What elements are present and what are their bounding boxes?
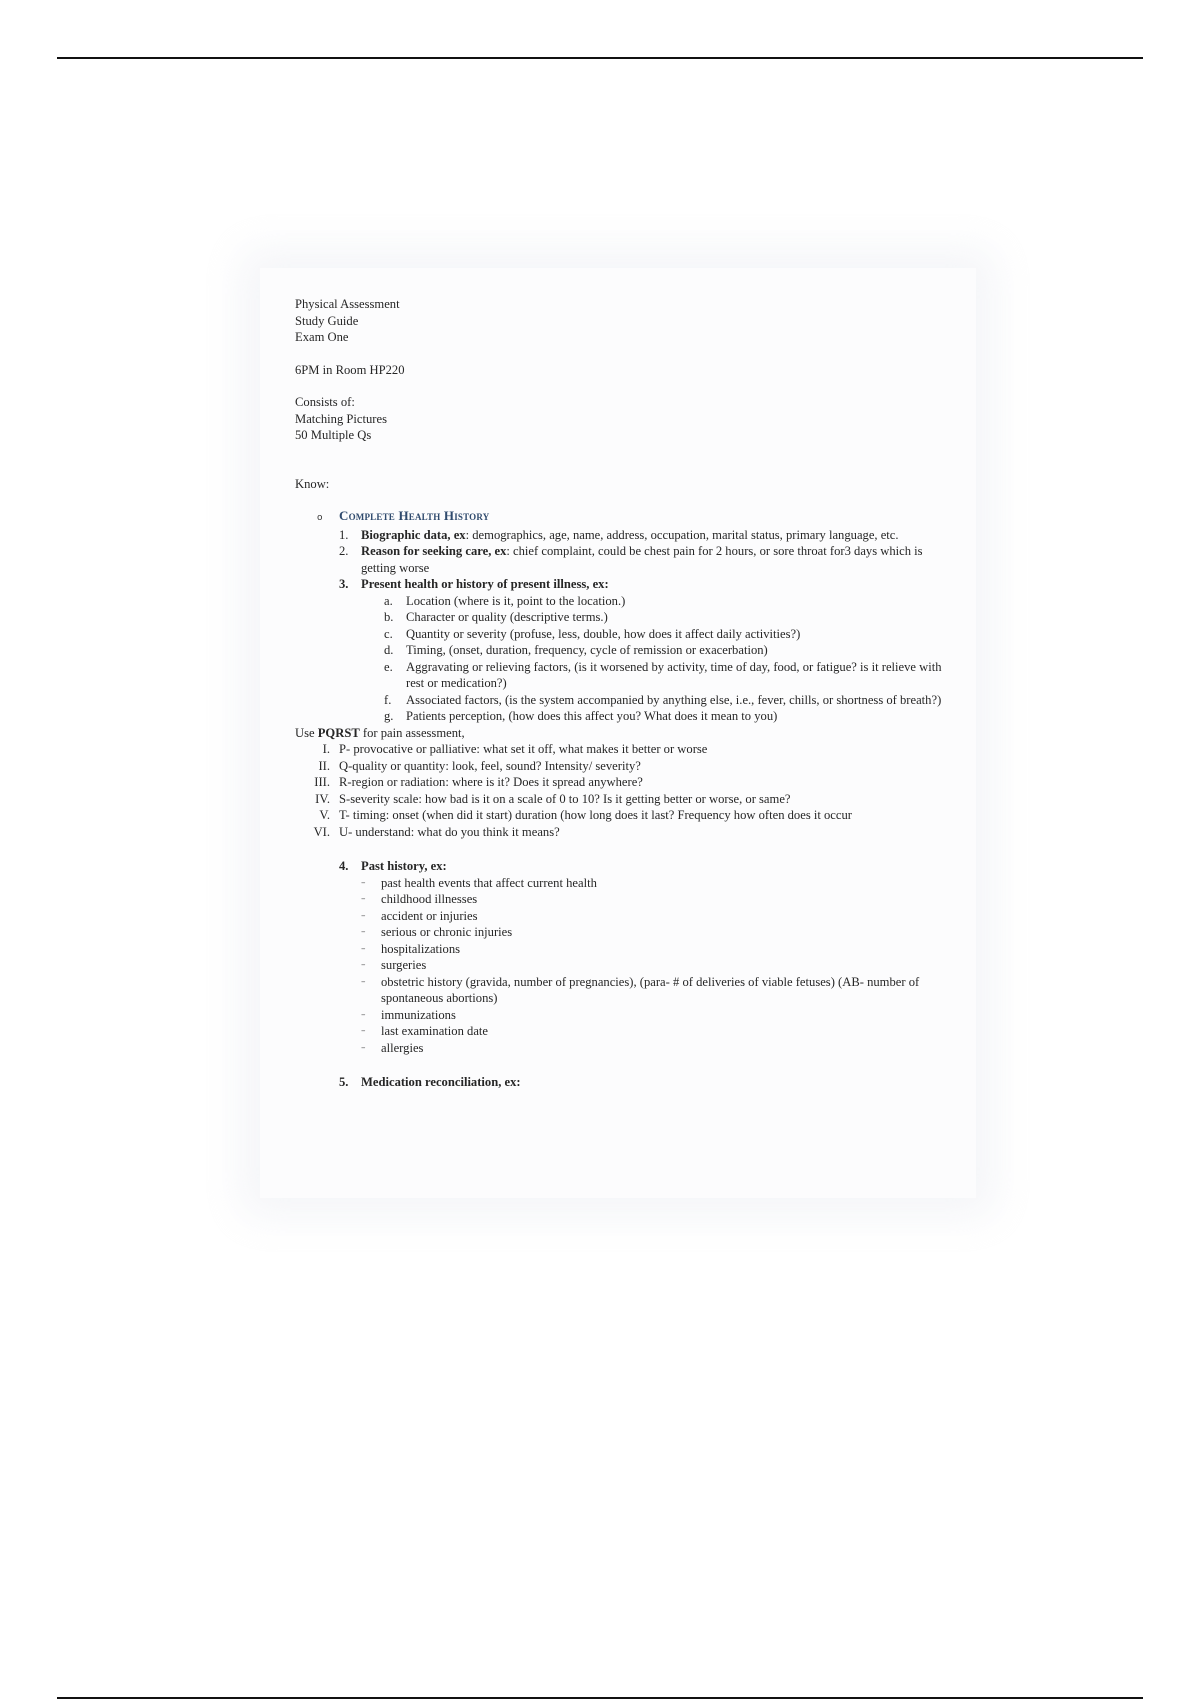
past-history-text: allergies <box>381 1040 424 1055</box>
pqrst-numeral: V. <box>319 808 330 822</box>
past-history-text: obstetric history (gravida, number of pregnancies), (para- # of deliveries of viable fetuses) (AB- number of spontaneous abortions) <box>381 974 920 1005</box>
pqrst-numeral: VI. <box>313 824 330 839</box>
sub-item-letter: e. <box>384 659 393 674</box>
item-number: 1. <box>339 527 349 542</box>
dash-bullet-icon: – <box>361 943 366 954</box>
past-history-item <box>361 891 965 908</box>
bottom-rule <box>57 1697 1143 1699</box>
sub-item-text: Aggravating or relieving factors, (is it worsened by activity, time of day, food, or fatigue? is it relieve with rest or medication?) <box>406 659 942 690</box>
document-content <box>295 296 965 1091</box>
history-item <box>339 1074 965 1091</box>
sub-item-letter: b. <box>384 610 394 624</box>
doc-title-line-2: Study Guide <box>295 313 359 328</box>
past-history-text: surgeries <box>381 958 427 972</box>
history-item <box>339 858 965 875</box>
item-bold-label: Present health or history of present illness, ex: <box>361 577 609 591</box>
item-text: : demographics, age, name, address, occupation, marital status, primary language, etc. <box>465 527 899 542</box>
pqrst-text: S-severity scale: how bad is it on a scale of 0 to 10? Is it getting better or worse, or same? <box>339 791 791 806</box>
sub-item-text: Character or quality (descriptive terms.) <box>406 610 608 624</box>
pqrst-numeral: II. <box>318 758 330 773</box>
sub-item <box>384 642 965 659</box>
sub-item-text: Associated factors, (is the system accompanied by anything else, i.e., fever, chills, or shortness of breath?) <box>406 692 942 707</box>
top-rule <box>57 57 1143 59</box>
item-bold-label: Biographic data, ex <box>361 527 466 542</box>
pqrst-text: T- timing: onset (when did it start) duration (how long does it last? Frequency how often does it occur <box>339 808 852 822</box>
sub-item <box>384 692 965 709</box>
pqrst-numeral: I. <box>322 742 330 756</box>
pqrst-text: R-region or radiation: where is it? Does it spread anywhere? <box>339 775 643 789</box>
doc-title-line-3: Exam One <box>295 330 349 344</box>
section-heading <box>317 508 965 527</box>
pqrst-item <box>295 774 965 791</box>
dash-bullet-icon: – <box>361 877 366 888</box>
pqrst-acronym: PQRST <box>317 725 360 740</box>
past-history-text: accident or injuries <box>381 908 478 923</box>
sub-item <box>384 593 965 610</box>
item-bold-label: Past history, ex: <box>361 859 447 873</box>
past-history-item <box>361 974 965 1007</box>
past-history-text: hospitalizations <box>381 941 461 956</box>
item-number: 3. <box>339 577 349 591</box>
pqrst-item <box>295 758 965 775</box>
sub-item-text: Patients perception, (how does this affect you? What does it mean to you) <box>406 709 778 723</box>
dash-bullet-icon: – <box>361 976 366 987</box>
item-bold-label: Reason for seeking care, ex <box>361 544 507 558</box>
history-item <box>339 576 965 593</box>
sub-item-text: Timing, (onset, duration, frequency, cycle of remission or exacerbation) <box>406 643 768 657</box>
pqrst-text: P- provocative or palliative: what set it off, what makes it better or worse <box>339 742 708 756</box>
past-history-item <box>361 1007 965 1024</box>
past-history-item <box>361 957 965 974</box>
dash-bullet-icon: – <box>361 960 366 970</box>
exam-location: 6PM in Room HP220 <box>295 362 405 377</box>
pqrst-prefix: Use <box>295 725 318 740</box>
dash-bullet-icon: – <box>361 894 366 904</box>
past-history-text: immunizations <box>381 1007 456 1022</box>
sub-item-text: Quantity or severity (profuse, less, double, how does it affect daily activities?) <box>406 626 801 641</box>
pqrst-item <box>295 791 965 808</box>
pqrst-intro <box>295 725 965 742</box>
sub-item-letter: d. <box>384 643 394 657</box>
consists-label: Consists of: <box>295 395 355 409</box>
sub-item-letter: c. <box>384 626 393 641</box>
past-history-text: serious or chronic injuries <box>381 925 513 939</box>
sub-item <box>384 708 965 725</box>
past-history-item <box>361 908 965 925</box>
sub-item <box>384 626 965 643</box>
pqrst-text: Q-quality or quantity: look, feel, sound? Intensity/ severity? <box>339 758 641 773</box>
pqrst-numeral: III. <box>314 775 330 789</box>
past-history-item <box>361 875 965 892</box>
pqrst-item <box>295 741 965 758</box>
dash-bullet-icon: – <box>361 1009 366 1020</box>
consists-item: 50 Multiple Qs <box>295 428 372 442</box>
history-item <box>339 543 965 576</box>
history-item <box>339 527 965 544</box>
sub-item-letter: g. <box>384 709 394 723</box>
sub-item <box>384 659 965 692</box>
sub-item-text: Location (where is it, point to the location.) <box>406 593 626 608</box>
pqrst-suffix: for pain assessment, <box>359 725 465 740</box>
item-number: 2. <box>339 544 349 558</box>
past-history-item <box>361 924 965 941</box>
item-text: : chief complaint, could be chest pain for 2 hours, or sore throat for3 days which is getting worse <box>361 544 923 575</box>
know-label: Know: <box>295 476 330 491</box>
past-history-item <box>361 1023 965 1040</box>
sub-item-letter: a. <box>384 593 393 608</box>
pqrst-text: U- understand: what do you think it means? <box>339 824 560 839</box>
dash-bullet-icon: – <box>361 910 366 921</box>
past-history-text: childhood illnesses <box>381 892 478 906</box>
past-history-item <box>361 1040 965 1057</box>
document-page <box>260 268 976 1198</box>
item-bold-label: Medication reconciliation, ex: <box>361 1075 521 1089</box>
pqrst-item <box>295 807 965 824</box>
item-number: 4. <box>339 859 349 873</box>
past-history-text: past health events that affect current health <box>381 875 597 890</box>
consists-item: Matching Pictures <box>295 411 387 426</box>
pqrst-item <box>295 824 965 841</box>
sub-item <box>384 609 965 626</box>
dash-bullet-icon: – <box>361 1042 366 1053</box>
dash-bullet-icon: – <box>361 1026 366 1036</box>
doc-title-line-1: Physical Assessment <box>295 297 400 311</box>
past-history-text: last examination date <box>381 1024 489 1038</box>
pqrst-numeral: IV. <box>315 791 330 806</box>
past-history-item <box>361 941 965 958</box>
section-bullet-icon: o <box>317 513 323 523</box>
dash-bullet-icon: – <box>361 927 366 937</box>
sub-item-letter: f. <box>384 692 392 707</box>
item-number: 5. <box>339 1075 349 1089</box>
section-title: Complete Health History <box>339 508 490 523</box>
